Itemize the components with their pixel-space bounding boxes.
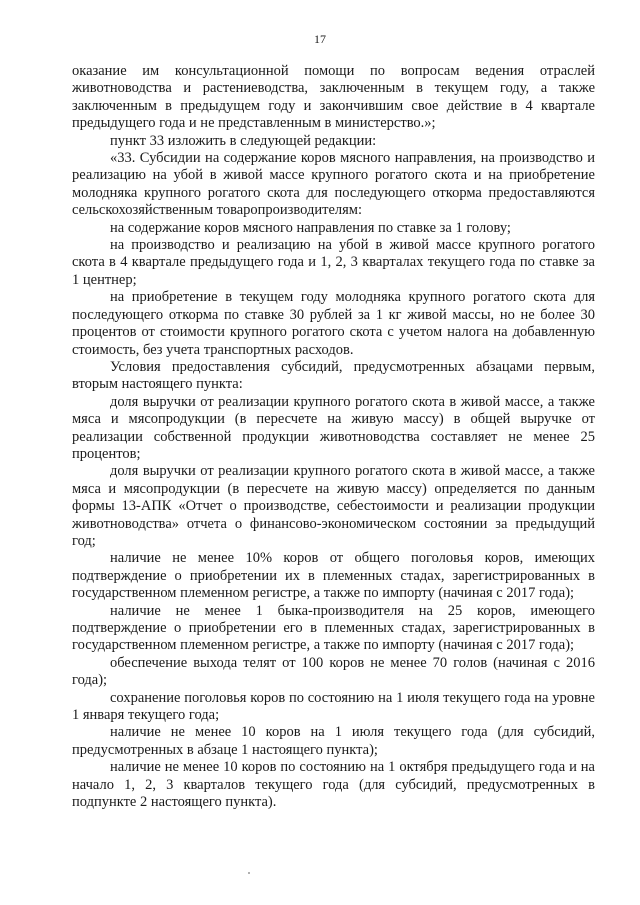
paragraph: «33. Субсидии на содержание коров мясного направления, на производство и реализацию на убой в живой массе крупного рогатого скота и на приобретение молодняка крупного рогатого скота для последующего откорма предоставляются сельскохозяйственным товаропроизводителям: <box>72 150 595 219</box>
paragraph: сохранение поголовья коров по состоянию на 1 июля текущего года на уровне 1 января текущего года; <box>72 689 595 724</box>
paragraph-continuation: оказание им консультационной помощи по вопросам ведения отраслей животноводства и растениеводства, заключенным в текущем году, а также заключенным в предыдущем году и закончившим свое действие в 4 квартале предыдущего года и не представленным в министерство.»; <box>72 63 595 132</box>
paragraph: доля выручки от реализации крупного рогатого скота в живой массе, а также мяса и мясопродукции (в пересчете на живую массу) в общей выручке от реализации собственной продукции животноводства составляет не менее 25 процентов; <box>72 393 595 462</box>
paragraph: наличие не менее 10 коров на 1 июля текущего года (для субсидий, предусмотренных в абзаце 1 настоящего пункта); <box>72 724 595 758</box>
paragraph: на производство и реализацию на убой в живой массе крупного рогатого скота в 4 квартале предыдущего года и 1, 2, 3 кварталах текущего года по ставке за 1 центнер; <box>72 237 595 288</box>
scan-speck <box>248 872 250 874</box>
paragraph: на приобретение в текущем году молодняка крупного рогатого скота для последующего откорма по ставке 30 рублей за 1 кг живой массы, но не более 30 процентов от стоимости крупного рогатого скота с учетом налога на добавленную стоимость, без учета транспортных расходов. <box>72 289 595 358</box>
paragraph: пункт 33 изложить в следующей редакции: <box>110 132 377 149</box>
paragraph: на содержание коров мясного направления по ставке за 1 голову; <box>110 219 511 236</box>
paragraph: доля выручки от реализации крупного рогатого скота в живой массе, а также мяса и мясопродукции (в пересчете на живую массу) определяется по данным формы 13-АПК «Отчет о производстве, себестоимости и реализации продукции животноводства» отчета о финансово-экономическом состоянии за предыдущий год; <box>72 463 595 549</box>
document-body <box>72 63 595 811</box>
paragraph: наличие не менее 1 быка-производителя на 25 коров, имеющего подтверждение о приобретении его в племенных стадах, зарегистрированных в государственном племенном регистре, а также по импорту (начиная с 2017 года); <box>72 602 595 654</box>
paragraph: обеспечение выхода телят от 100 коров не менее 70 голов (начиная с 2016 года); <box>72 654 595 689</box>
paragraph: наличие не менее 10% коров от общего поголовья коров, имеющих подтверждение о приобретении их в племенных стадах, зарегистрированных в государственном племенном регистре, а также по импорту (начиная с 2017 года); <box>72 550 595 602</box>
paragraph: Условия предоставления субсидий, предусмотренных абзацами первым, вторым настоящего пункта: <box>72 358 595 393</box>
page-number: 17 <box>314 32 326 46</box>
paragraph: наличие не менее 10 коров по состоянию на 1 октября предыдущего года и на начало 1, 2, 3 кварталов текущего года (для субсидий, предусмотренных в подпункте 2 настоящего пункта). <box>72 759 595 811</box>
